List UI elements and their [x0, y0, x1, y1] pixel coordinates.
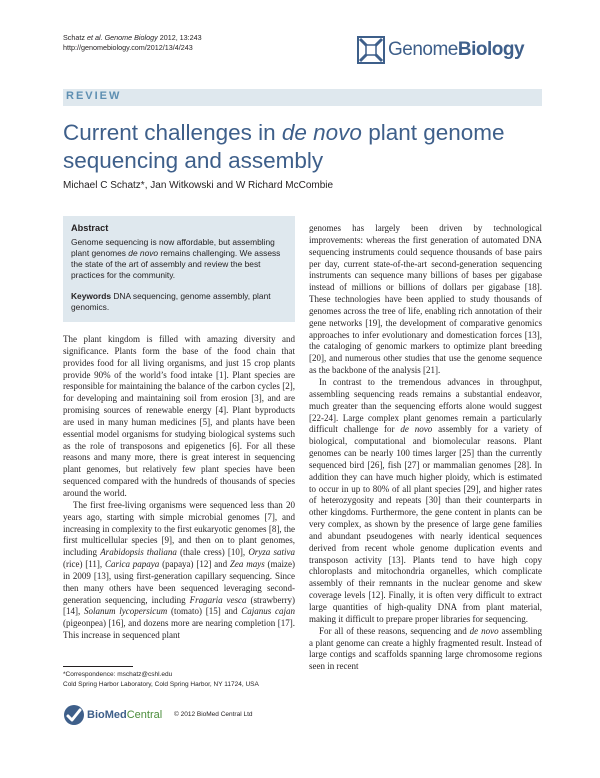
- footnote: [63, 670, 295, 689]
- paragraph: In contrast to the tremendous advances in throughput, assembling sequencing reads remains a substantial endeavor, much greater than the sequencing efforts alone would suggest [22-24]. Large complex plant genomes remain a particularly difficult challenge for de novo assembly for a variety of biological, computational and biomolecular reasons. Plant genomes can be nearly 100 times larger [25] than the currently sequenced bird [26], fish [27] or mammalian genomes [28]. In addition they can have much higher ploidy, which is estimated to occur in up to 80% of all plant species [29], and higher rates of heterozygosity and repeats [30] than their counterparts in other kingdoms. Furthermore, the gene content in plants can be very complex, as shown by the presence of large gene families and abundant pseudogenes with nearly identical sequences derived from recent whole genome duplication events and transposon activity [13]. Plants tend to have high copy chloroplasts and mitochondria organelles, which complicate assembly of their remnants in the nuclear genome and skew coverage levels [12]. Finally, it is often very difficult to extract large quantities of high-quality DNA from plant material, making it difficult to prepare proper libraries for sequencing.: [309, 376, 542, 624]
- publisher-logo[interactable]: [63, 704, 171, 728]
- paragraph: For all of these reasons, sequencing and de novo assembling a plant genome can create a highly fragmented result. Instead of large contigs and scaffolds spanning large chromosome regions seen in recent: [309, 625, 542, 672]
- abstract-heading: Abstract: [71, 223, 109, 233]
- article-title: Current challenges in de novo plant genome sequencing and assembly: [63, 120, 505, 173]
- journal-logo[interactable]: [357, 36, 542, 66]
- article-url[interactable]: http://genomebiology.com/2012/13/4/243: [63, 43, 193, 52]
- section-label: REVIEW: [66, 90, 122, 102]
- keywords: Keywords DNA sequencing, genome assembly, plant genomics.: [71, 291, 271, 312]
- body-column-right: [309, 223, 542, 673]
- journal-name: GenomeBiology: [388, 39, 525, 60]
- citation-line: Schatz et al. Genome Biology 2012, 13:243: [63, 33, 202, 42]
- publisher-name: BioMedCentral: [87, 709, 163, 721]
- citation-header: [63, 33, 202, 53]
- abstract-text: Genome sequencing is now affordable, but assembling plant genomes de novo remains challenging. We assess the state of the art of assembly and review the best practices for the community.: [71, 237, 281, 280]
- biomed-central-logo-icon: [63, 704, 85, 726]
- copyright: © 2012 BioMed Central Ltd: [174, 711, 253, 718]
- paragraph: The first free-living organisms were sequenced less than 20 years ago, starting with simple microbial genomes [7], and increasing in complexity to the first eukaryotic genomes [8], the first multicellular species [9], and then on to plant genomes, including Arabidopsis thaliana (thale cress) [10], Oryza sativa (rice) [11], Carica papaya (papaya) [12] and Zea mays (maize) in 2009 [13], using first-generation capillary sequencing. Since then many others have been sequenced leveraging second-generation sequencing, including Fragaria vesca (strawberry) [14], Solanum lycopersicum (tomato) [15] and Cajanus cajan (pigeonpea) [16], and dozens more are nearing completion [17]. This increase in sequenced plant: [63, 499, 296, 641]
- body-column-left: [63, 334, 295, 642]
- affiliation: Cold Spring Harbor Laboratory, Cold Spring Harbor, NY 11724, USA: [63, 680, 259, 688]
- genome-biology-logo-icon: [357, 36, 385, 64]
- footnote-rule: [63, 666, 133, 667]
- section-bar: [63, 89, 542, 106]
- paragraph: genomes has largely been driven by technological improvements: whereas the first generation of automated DNA sequencing instruments could sequence thousands of base pairs per day, current state-of-the-art second-generation sequencing instruments can sequence many billions of bases per gigabase instead of millions or billions of dollars per gigabase [18]. These technologies have been applied to study thousands of genomes across the tree of life, enabling rich annotation of their gene networks [19], the development of comparative genomics approaches to infer evolutionary and domestication forces [13], the cataloging of genomic markers to optimize plant breeding [20], and numerous other studies that use the genome sequence as the backbone of the analysis [21].: [309, 223, 542, 376]
- paragraph: The plant kingdom is filled with amazing diversity and significance. Plants form the base of the food chain that provides food for all living organisms, and just 15 crop plants provide 90% of the world’s food intake [1]. Plant species are responsible for maintaining the balance of the carbon cycles [2], for developing and maintaining soil from erosion [3], and are promising sources of renewable energy [4]. Plant byproducts are used in many human medicines [5], and plants have been essential model organisms for studying biological systems such as the role of transposons and epigenetics [6]. For all these reasons and many more, there is great interest in sequencing plant genomes, but relatively few plant species have been sequenced compared with the hundreds of thousands of species around the world.: [63, 334, 295, 498]
- correspondence: *Correspondence: mschatz@cshl.edu: [63, 671, 173, 678]
- author-list: Michael C Schatz*, Jan Witkowski and W Richard McCombie: [63, 180, 334, 191]
